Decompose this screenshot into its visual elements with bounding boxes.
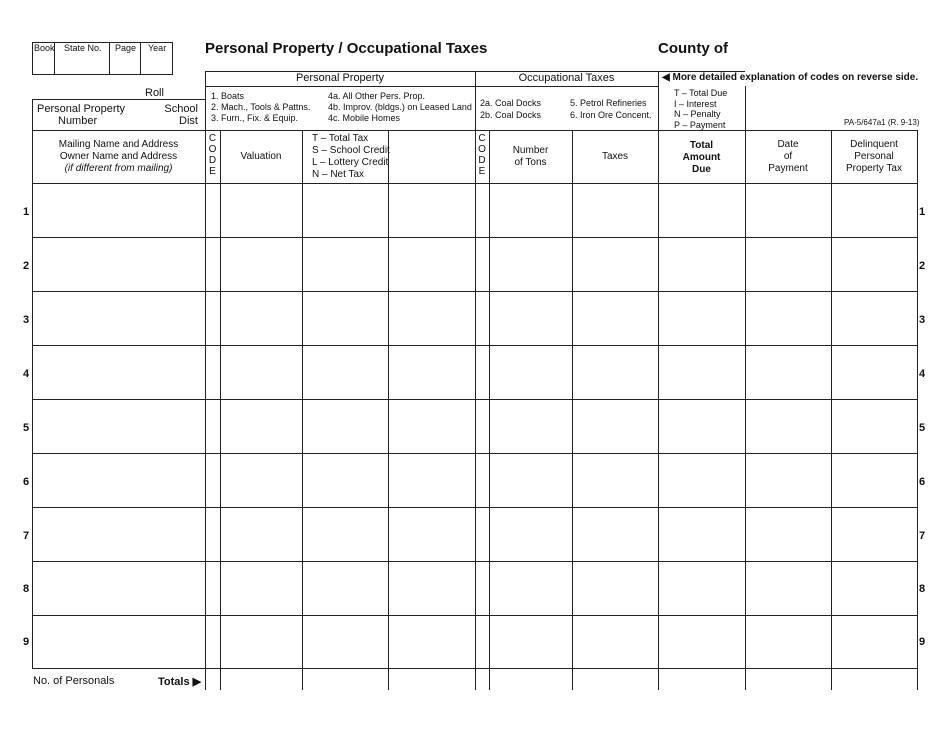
row-number-right: 4 bbox=[919, 368, 926, 380]
left-arrow-icon: ◀ bbox=[662, 72, 670, 83]
row-number-left: 3 bbox=[23, 314, 30, 326]
occ-codes-left: 2a. Coal Docks 2b. Coal Docks bbox=[480, 98, 542, 120]
row-number-right: 5 bbox=[919, 422, 926, 434]
col-valuation-header: Valuation bbox=[240, 151, 282, 162]
year-label: Year bbox=[148, 43, 167, 53]
row-number-left: 5 bbox=[23, 422, 30, 434]
county-label: County of bbox=[658, 40, 728, 57]
form-number: PA-5/647a1 (R. 9-13) bbox=[844, 118, 920, 127]
row-number-left: 7 bbox=[23, 530, 30, 542]
row-number-left: 9 bbox=[23, 636, 30, 648]
school-dist-label: School Dist bbox=[164, 103, 198, 127]
row-number-right: 2 bbox=[919, 260, 926, 272]
row-number-right: 9 bbox=[919, 636, 926, 648]
occupational-taxes-header: Occupational Taxes bbox=[518, 72, 615, 84]
row-number-right: 8 bbox=[919, 583, 926, 595]
no-of-personals-label: No. of Personals bbox=[33, 675, 115, 687]
col-number-tons-header: Number of Tons bbox=[512, 145, 549, 168]
page-label: Page bbox=[115, 43, 137, 53]
col-mailing-header: Mailing Name and Address Owner Name and Address (if different from mailing) bbox=[58, 139, 179, 174]
codes-explanation-note: ◀ More detailed explanation of codes on reverse side. bbox=[662, 72, 919, 83]
col-code-header-pp: C O D E bbox=[208, 133, 217, 177]
row-number-right: 3 bbox=[919, 314, 926, 326]
pp-codes-right: 4a. All Other Pers. Prop. 4b. Improv. (bldgs.) on Leased Land 4c. Mobile Homes bbox=[328, 91, 472, 123]
col-total-header: Total Amount Due bbox=[682, 140, 721, 175]
right-arrow-icon: ▶ bbox=[192, 676, 202, 688]
row-number-right: 6 bbox=[919, 476, 926, 488]
totals-label: Totals ▶ bbox=[158, 676, 202, 688]
state-no-label: State No. bbox=[64, 43, 102, 53]
row-number-left: 8 bbox=[23, 583, 30, 595]
page-title: Personal Property / Occupational Taxes bbox=[205, 40, 488, 57]
personal-property-number-label: Personal Property Number bbox=[37, 103, 126, 127]
row-number-left: 4 bbox=[23, 368, 30, 380]
personal-property-header: Personal Property bbox=[295, 72, 385, 84]
col-date-header: Date of Payment bbox=[768, 139, 808, 174]
book-label: Book bbox=[34, 43, 55, 53]
row-number-right: 1 bbox=[919, 206, 926, 218]
col-taxes-header: Taxes bbox=[601, 151, 629, 162]
row-number-left: 1 bbox=[23, 206, 30, 218]
row-number-left: 2 bbox=[23, 260, 30, 272]
roll-label: Roll bbox=[145, 87, 164, 99]
pp-codes-left: 1. Boats 2. Mach., Tools & Pattns. 3. Furn., Fix. & Equip. bbox=[211, 91, 311, 123]
col-code-header-occ: C O D E bbox=[478, 133, 486, 177]
col-delinquent-header: Delinquent Personal Property Tax bbox=[846, 139, 902, 174]
row-number-right: 7 bbox=[919, 530, 926, 542]
tax-codes-header: T – Total Tax S – School Credit L – Lottery Credit N – Net Tax bbox=[312, 133, 390, 180]
occ-codes-right: 5. Petrol Refineries 6. Iron Ore Concent. bbox=[570, 98, 652, 120]
due-codes: T – Total Due I – Interest N – Penalty P – Payment bbox=[674, 88, 728, 130]
row-number-left: 6 bbox=[23, 476, 30, 488]
